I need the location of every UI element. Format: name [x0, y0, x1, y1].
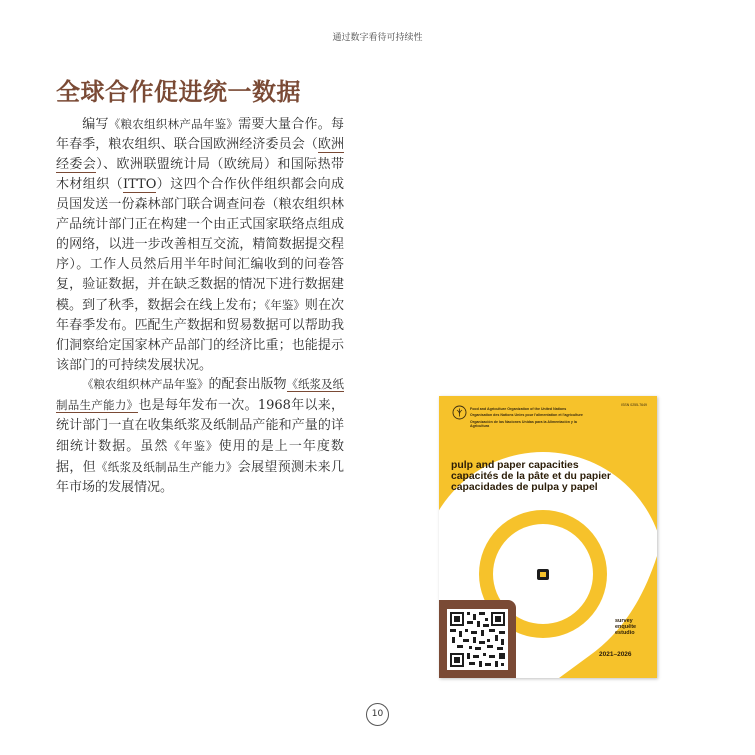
text-span: 的配套出版物 [208, 377, 287, 392]
qr-code-frame[interactable] [439, 600, 516, 678]
book-title: 《年鉴》 [168, 439, 219, 453]
org-name-en: Food and Agriculture Organization of the United Nations [470, 407, 567, 411]
qr-code-icon[interactable] [447, 609, 508, 670]
cover-type-en: survey [615, 618, 633, 624]
cover-years: 2021–2026 [599, 651, 632, 658]
cover-type-es: estudio [615, 630, 635, 636]
paragraph-2 [56, 374, 344, 498]
text-span: 会展望预测未来几年市场的发展情况。 [56, 460, 344, 495]
issn-label: ISSN 0255-7649 [621, 403, 647, 407]
text-span: ）这四个合作伙伴组织都会向成员国发送一份森林部门联合调查问卷（粮农组织林产品统计部门正在构建一个由正式国家联络点组成的网络，以进一步改善相互交流，精简数据提交程序）。工作人员然后用半年时间汇编收到的问卷答复，验证数据，并在缺乏数据的情况下进行数据建模。到了秋季，数据会在线上发布； [56, 177, 344, 313]
book-title: 《粮农组织林产品年鉴》 [82, 377, 209, 391]
link-unece[interactable]: 欧洲经委会 [56, 137, 344, 172]
text-span: ）、欧洲联盟统计局（欧统局）和国际热带木材组织（ [56, 157, 344, 192]
page-title: 全球合作促进统一数据 [56, 78, 301, 106]
link-pulp-paper-capacities[interactable]: 《纸浆及纸制品生产能力》 [56, 377, 345, 412]
link-itto[interactable]: ITTO [123, 177, 157, 192]
cover-title-en: pulp and paper capacities [451, 460, 579, 471]
org-name-es: Organización de las Naciones Unidas para la Alimentación y la Agricultura [470, 419, 577, 428]
book-title: 《年鉴》 [264, 298, 305, 312]
book-title: 《粮农组织林产品年鉴》 [108, 117, 239, 131]
cover-title-fr: capacités de la pâte et du papier [451, 471, 611, 482]
book-title: 《纸浆及纸制品生产能力》 [95, 460, 238, 474]
cover-type-fr: enquête [615, 624, 637, 630]
text-span: 使用的是上一年度数据，但 [56, 439, 344, 475]
org-name-fr: Organisation des Nations Unies pour l'alimentation et l'agriculture [470, 413, 583, 418]
publication-cover[interactable] [439, 396, 657, 678]
running-header: 通过数字看待可持续性 [332, 33, 423, 43]
text-span: 则在次年春季发布。匹配生产数据和贸易数据可以帮助我们洞察给定国家林产品部门的经济比重；也能提示该部门的可持续发展状况。 [56, 298, 344, 373]
paragraph-1 [56, 114, 344, 376]
text-span: 编写 [82, 117, 109, 132]
text-span: 也是每年发布一次。1968年以来，统计部门一直在收集纸浆及纸制品产能和产量的详细统计数据。虽然 [56, 398, 345, 454]
page-number: 10 [366, 703, 389, 726]
text-span: 需要大量合作。每年春季，粮农组织、联合国欧洲经济委员会（ [56, 117, 344, 152]
cover-title-es: capacidades de pulpa y papel [451, 482, 598, 493]
fao-emblem-icon [452, 405, 467, 420]
